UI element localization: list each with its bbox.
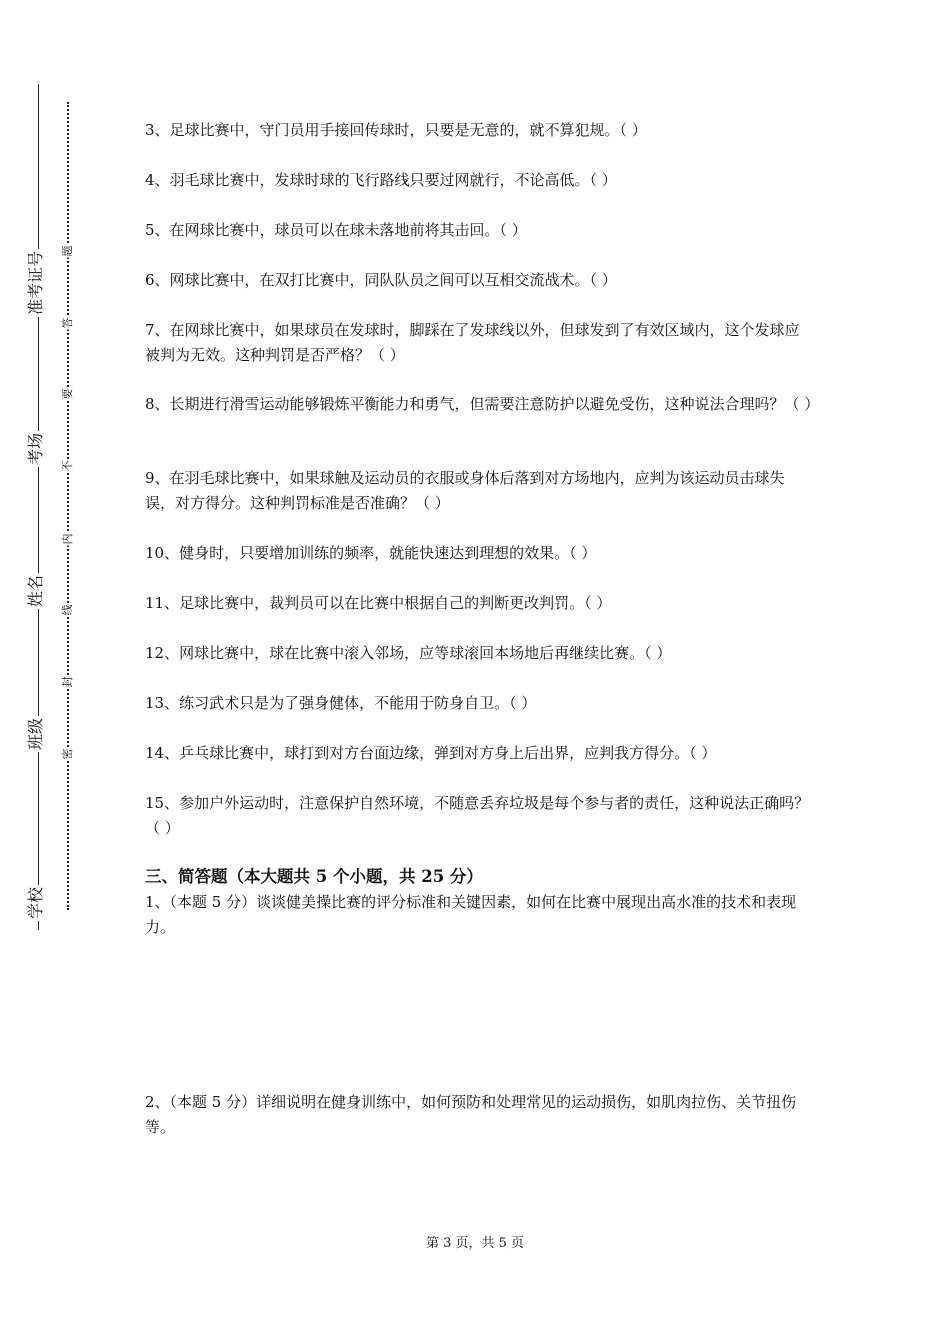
seal-char: 封 [61,676,74,688]
question-item: 9、在羽毛球比赛中，如果球触及运动员的衣服或身体后落到对方场地内，应判为该运动员击球失误，对方得分。这种判罚标准是否准确？（ ） [145,469,785,512]
seal-char: 内 [61,533,74,545]
page-number: 第 3 页，共 5 页 [425,1236,525,1251]
seal-dotted-line [67,102,69,910]
question-item: 8、长期进行滑雪运动能够锻炼平衡能力和勇气，但需要注意防护以避免受伤，这种说法合理吗？（ ） [145,395,820,413]
exam-room-label: 考场 [26,432,45,466]
question-item: 13、练习武术只是为了强身健体，不能用于防身自卫。（ ） [145,694,537,712]
question-item: 6、网球比赛中，在双打比赛中，同队队员之间可以互相交流战术。（ ） [145,271,617,289]
question-item: 7、在网球比赛中，如果球员在发球时，脚踩在了发球线以外，但球发到了有效区域内，这个发球应被判为无效。这种判罚是否严格？（ ） [145,321,800,364]
question-item: 3、足球比赛中，守门员用手接回传球时，只要是无意的，就不算犯规。（ ） [145,121,647,139]
class-label: 班级 [26,717,45,751]
binding-solid-line [38,84,39,930]
question-item: 4、羽毛球比赛中，发球时球的飞行路线只要过网就行，不论高低。（ ） [145,171,617,189]
exam-number-label: 准考证号 [26,250,45,316]
short-answer-section-title: 三、简答题（本大题共 5 个小题，共 25 分） [145,867,483,886]
seal-char: 答 [61,317,74,329]
question-item: 12、网球比赛中，球在比赛中滚入邻场，应等球滚回本场地后再继续比赛。（ ） [145,644,672,662]
short-answer-question: 1、（本题 5 分）谈谈健美操比赛的评分标准和关键因素，如何在比赛中展现出高水准的技术和表现力。 [145,893,797,936]
school-label: 学校 [26,886,45,920]
seal-char: 线 [61,604,74,616]
question-item: 14、乒乓球比赛中，球打到对方台面边缘，弹到对方身上后出界，应判我方得分。（ ） [145,744,717,762]
seal-char: 密 [61,748,74,760]
student-name-label: 姓名 [26,574,45,608]
seal-char: 不 [61,460,74,472]
question-item: 5、在网球比赛中，球员可以在球未落地前将其击回。（ ） [145,221,527,239]
question-item: 10、健身时，只要增加训练的频率，就能快速达到理想的效果。（ ） [145,544,597,562]
seal-char: 题 [61,245,74,257]
question-item: 15、参加户外运动时，注意保护自然环境，不随意丢弃垃圾是每个参与者的责任，这种说法正确吗？（ ） [145,794,810,837]
question-item: 11、足球比赛中，裁判员可以在比赛中根据自己的判断更改判罚。（ ） [145,594,612,612]
seal-char: 要 [61,388,74,400]
short-answer-question: 2、（本题 5 分）详细说明在健身训练中，如何预防和处理常见的运动损伤，如肌肉拉伤、关节扭伤等。 [145,1093,797,1136]
